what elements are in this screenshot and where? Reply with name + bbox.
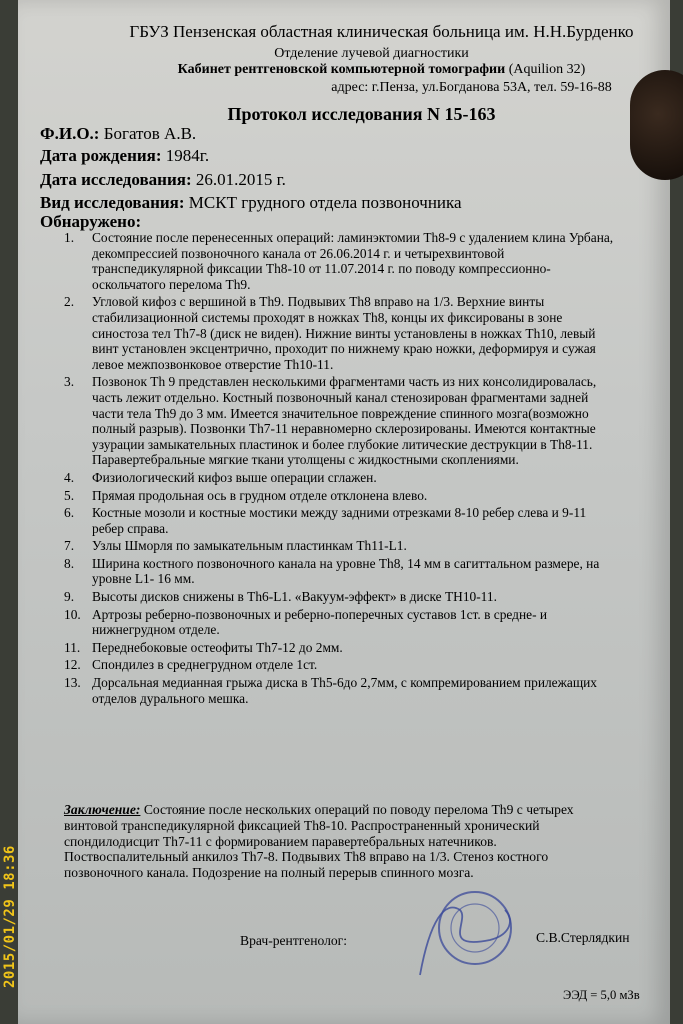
finding-number: 4. (64, 469, 75, 485)
patient-name-value: Богатов А.В. (103, 124, 197, 143)
cabinet-name (0, 62, 683, 78)
study-type-row (40, 193, 462, 213)
finding-number: 2. (64, 294, 75, 310)
conclusion-label: Заключение: (64, 802, 141, 817)
finding-text: Угловой кифоз с вершиной в Th9. Подвывих Th8 вправо на 1/3. Верхние винты стабилизационной системы проходят в ножках Th8, концы их фиксированы в зоне синостоза тел Th7-8 (диск не виден). Нижние винты установлены в ножках Th10, левый винт установлен эксцентрично, проходит по нижнему краю ножки, деформируя и сужая левое межпозвонковое отверстие Th10-11. (92, 294, 596, 372)
finding-item (64, 556, 619, 587)
study-date-value: 26.01.2015 г. (195, 170, 286, 189)
patient-name-row (40, 124, 196, 144)
finding-number: 8. (64, 555, 75, 571)
cabinet-title: Кабинет рентгеновской компьютерной томографии (177, 62, 506, 77)
finding-number: 12. (64, 657, 81, 673)
finding-text: Переднебоковые остеофиты Th7-12 до 2мм. (92, 639, 343, 655)
finding-number: 1. (64, 230, 75, 245)
protocol-title: Протокол исследования N 15-163 (227, 104, 496, 124)
finding-number: 5. (64, 487, 75, 503)
doctor-stamp-icon (400, 880, 530, 990)
birth-date-row (40, 146, 209, 166)
finding-item (64, 657, 619, 673)
patient-name-label: Ф.И.О.: (40, 124, 100, 143)
finding-item (64, 230, 619, 292)
doctor-name: С.В.Стерлядкин (536, 930, 630, 945)
study-date-row (40, 170, 286, 190)
finding-text: Артрозы реберно-позвоночных и реберно-поперечных суставов 1ст. в средне- и нижнегрудном отделе. (92, 606, 548, 638)
findings-list (64, 230, 619, 708)
finding-number: 3. (64, 374, 75, 390)
birth-date-label: Дата рождения: (40, 146, 162, 165)
finding-number: 10. (64, 606, 81, 622)
finding-text: Позвонок Th 9 представлен несколькими фрагментами часть из них консолидировалась, часть лежит отдельно. Костный позвоночный канал стенозирован фрагментами задней части тела Th9 до 3 мм. Имеется значительное повреждение спинного мозга(возможно полный разрыв). Позвонки Th7-11 неравномерно склерозированы. Имеются контактные узурации замыкательных пластинок и более глубокие литические деструкции в Th8-11. Паравертебральные мягкие ткани утолщены с жидкостными скоплениями. (92, 374, 597, 468)
department-name: Отделение лучевой диагностики (274, 46, 469, 61)
finding-item (64, 505, 619, 536)
study-type-value: МСКТ грудного отдела позвоночника (188, 193, 462, 212)
doctor-role: Врач-рентгенолог: (240, 933, 348, 948)
finding-text: Физиологический кифоз выше операции сглажен. (92, 469, 377, 485)
finding-text: Дорсальная медианная грыжа диска в Th5-6до 2,7мм, с компремированием прилежащих отделов дурального мешка. (92, 675, 597, 706)
finding-text: Прямая продольная ось в грудном отделе отклонена влево. (92, 487, 428, 503)
finding-item (64, 607, 619, 638)
birth-date-value: 1984г. (165, 146, 210, 165)
finding-number: 11. (64, 639, 81, 655)
finding-item (64, 589, 619, 605)
finding-number: 13. (64, 675, 81, 691)
finding-number: 6. (64, 505, 75, 521)
address-line: адрес: г.Пенза, ул.Богданова 53А, тел. 59-16-88 (331, 80, 612, 95)
effective-dose: ЭЭД = 5,0 мЗв (563, 988, 640, 1002)
finding-item (64, 294, 619, 372)
finding-text: Костные мозоли и костные мостики между задними отрезками 8-10 ребер слева и 9-11 ребер справа. (92, 505, 587, 536)
finding-number: 7. (64, 538, 75, 554)
hospital-name: ГБУЗ Пензенская областная клиническая больница им. Н.Н.Бурденко (129, 22, 634, 41)
finding-item (64, 470, 619, 486)
finding-item (64, 640, 619, 656)
finding-item (64, 374, 619, 468)
findings-heading: Обнаружено: (40, 212, 142, 231)
finding-item (64, 675, 619, 706)
scanner-model: (Aquilion 32) (508, 62, 586, 77)
finding-text: Ширина костного позвоночного канала на уровне Th8, 14 мм в сагиттальном размере, на уровне L1- 16 мм. (92, 555, 600, 587)
conclusion-block (64, 802, 614, 881)
finding-number: 9. (64, 589, 75, 605)
finding-item (64, 488, 619, 504)
conclusion-text: Состояние после нескольких операций по поводу перелома Th9 с четырех винтовой транспедикулярной фиксацией Th8-10. Распространенный хронический спондилодисцит Th7-11 с формированием паравертебральных натечников. Поствоспалительный анкилоз Th7-8. Подвывих Th8 вправо на 1/3. Стеноз костного позвоночного канала. Подозрение на полный перерыв спинного мозга. (64, 802, 574, 881)
finding-text: Состояние после перенесенных операций: ламинэктомии Th8-9 с удалением клина Урбана, декомпрессией позвоночного канала от 26.06.2014 г. и четырехвинтовой транспедикулярной фиксации Th8-10 от 11.07.2014 г. по поводу компрессионно-оскольчатого перелома Th9. (92, 230, 614, 292)
finding-text: Спондилез в среднегрудном отделе 1ст. (92, 657, 318, 673)
camera-timestamp: 2015/01/29 18:36 (2, 845, 18, 988)
finding-item (64, 538, 619, 554)
finding-text: Высоты дисков снижены в Th6-L1. «Вакуум-эффект» в диске TH10-11. (92, 589, 497, 605)
finding-text: Узлы Шморля по замыкательным пластинкам Th11-L1. (92, 538, 407, 554)
study-date-label: Дата исследования: (40, 170, 192, 189)
study-type-label: Вид исследования: (40, 193, 185, 212)
